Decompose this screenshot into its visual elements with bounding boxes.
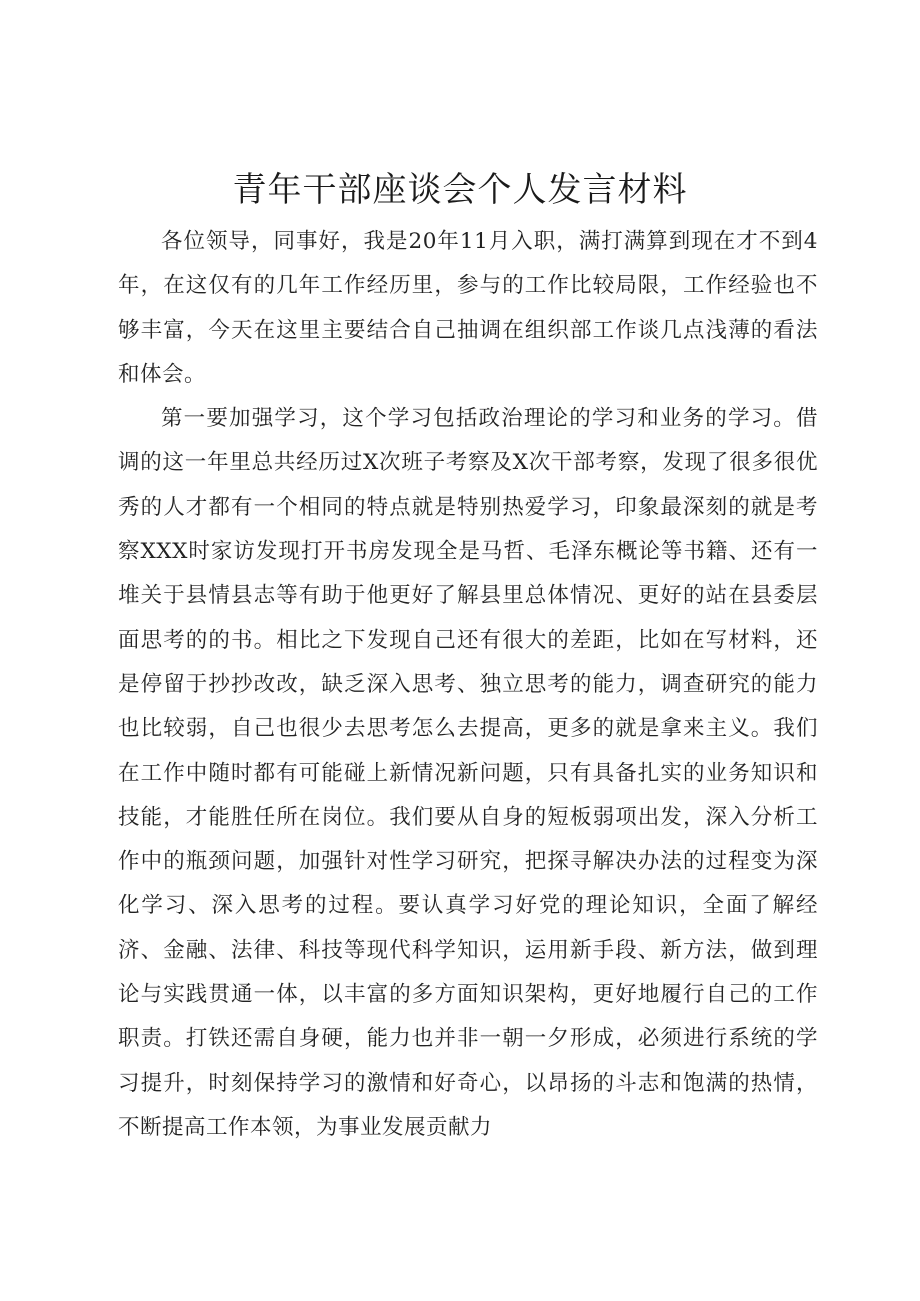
document-body bbox=[118, 220, 818, 1150]
paragraph-strengthen-learning: 第一要加强学习，这个学习包括政治理论的学习和业务的学习。借调的这一年里总共经历过X次班子考察及X次干部考察，发现了很多很优秀的人才都有一个相同的特点就是特别热爱学习，印象最深刻的就是考察XXX时家访发现打开书房发现全是马哲、毛泽东概论等书籍、还有一堆关于县情县志等有助于他更好了解县里总体情况、更好的站在县委层面思考的的书。相比之下发现自己还有很大的差距，比如在写材料，还是停留于抄抄改改，缺乏深入思考、独立思考的能力，调查研究的能力也比较弱，自己也很少去思考怎么去提高，更多的就是拿来主义。我们在工作中随时都有可能碰上新情况新问题，只有具备扎实的业务知识和技能，才能胜任所在岗位。我们要从自身的短板弱项出发，深入分析工作中的瓶颈问题，加强针对性学习研究，把探寻解决办法的过程变为深化学习、深入思考的过程。要认真学习好党的理论知识，全面了解经济、金融、法律、科技等现代科学知识，运用新手段、新方法，做到理论与实践贯通一体，以丰富的多方面知识架构，更好地履行自己的工作职责。打铁还需自身硬，能力也并非一朝一夕形成，必须进行系统的学习提升，时刻保持学习的激情和好奇心，以昂扬的斗志和饱满的热情，不断提高工作本领，为事业发展贡献力 bbox=[118, 406, 818, 1140]
paragraph-opening: 各位领导，同事好，我是20年11月入职，满打满算到现在才不到4年，在这仅有的几年工作经历里，参与的工作比较局限，工作经验也不够丰富，今天在这里主要结合自己抽调在组织部工作谈几点浅薄的看法和体会。 bbox=[118, 229, 818, 387]
document-title: 青年干部座谈会个人发言材料 bbox=[232, 170, 688, 210]
